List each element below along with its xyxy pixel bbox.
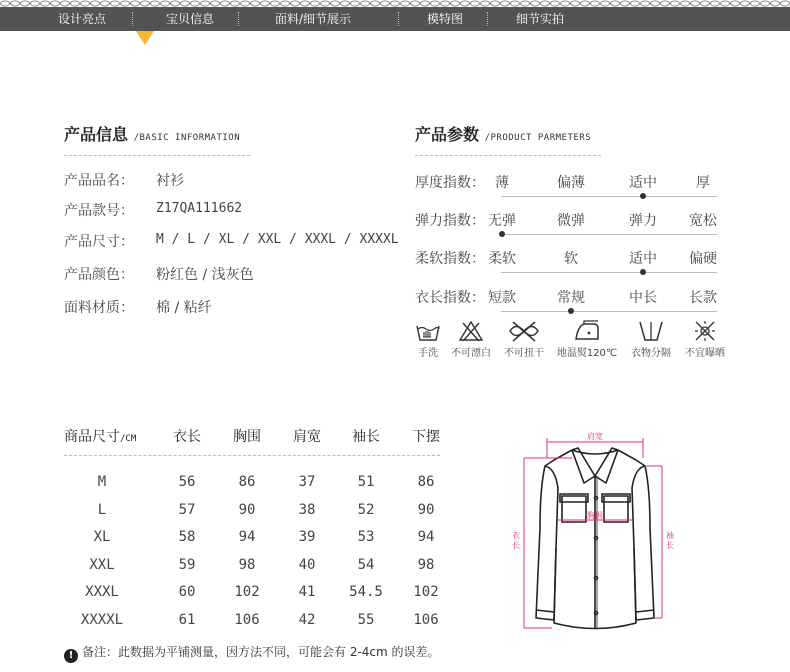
nav-tab-detail-shots[interactable]: 细节实拍 bbox=[515, 12, 564, 26]
divider bbox=[64, 455, 440, 456]
size-table-cell: 59 bbox=[178, 556, 196, 573]
note-text: 备注：此数据为平铺测量，因方法不同，可能会有 2-4cm 的误差。 bbox=[82, 645, 440, 659]
param-option: 偏薄 bbox=[557, 175, 585, 191]
param-option: 弹力 bbox=[629, 213, 657, 229]
care-label: 不可漂白 bbox=[451, 348, 491, 359]
sleeve-label: 袖长 bbox=[666, 531, 674, 550]
size-table-header-cell: 衣长 bbox=[173, 429, 201, 445]
nav-separator bbox=[238, 12, 239, 26]
no-bleach-icon bbox=[458, 320, 484, 342]
size-table-header-cell: 下摆 bbox=[412, 429, 440, 445]
size-table-header-cell: 袖长 bbox=[352, 429, 380, 445]
no-wring-icon bbox=[507, 320, 541, 342]
param-option: 微弹 bbox=[557, 213, 585, 229]
size-table-cell: 40 bbox=[298, 556, 316, 573]
product-params-title-text: 产品参数 bbox=[415, 125, 480, 144]
divider bbox=[64, 155, 250, 156]
care-label: 不可扭干 bbox=[504, 348, 544, 359]
size-table-size-cell: XL bbox=[93, 529, 111, 545]
product-params-subtitle: /PRODUCT PARMETERS bbox=[484, 133, 592, 143]
param-selected-dot bbox=[640, 269, 646, 275]
nav-separator bbox=[487, 12, 488, 26]
size-table-cell: 102 bbox=[413, 584, 439, 600]
info-value-colors: 粉红色 / 浅灰色 bbox=[156, 267, 254, 283]
care-label: 不宜曝晒 bbox=[685, 348, 725, 359]
size-table-size-cell: L bbox=[97, 501, 107, 518]
param-option: 宽松 bbox=[689, 213, 717, 229]
size-table-size-cell: XXL bbox=[89, 556, 115, 573]
size-table-cell: 55 bbox=[357, 611, 375, 628]
care-no-sun-dry bbox=[680, 320, 730, 359]
param-option: 长款 bbox=[689, 290, 717, 306]
info-value-sizes: M / L / XL / XXL / XXXL / XXXXL bbox=[156, 232, 399, 247]
low-iron-icon bbox=[572, 320, 602, 342]
param-scale bbox=[501, 234, 717, 235]
size-table-cell: 98 bbox=[238, 556, 256, 573]
product-info-title bbox=[64, 122, 240, 145]
size-table-cell: 106 bbox=[413, 611, 439, 628]
param-option: 厚 bbox=[696, 175, 710, 191]
info-value-material: 棉 / 粘纤 bbox=[156, 300, 212, 316]
alert-icon: ! bbox=[64, 649, 78, 663]
size-table-cell: 42 bbox=[298, 611, 316, 628]
care-label: 地温熨120℃ bbox=[556, 348, 618, 359]
care-wash-separately bbox=[626, 320, 676, 359]
nav-tab-fabric-details[interactable]: 面料/细节展示 bbox=[274, 12, 352, 26]
param-label: 柔软指数： bbox=[415, 251, 485, 267]
info-label-name: 产品品名： bbox=[64, 173, 134, 189]
care-low-iron bbox=[554, 320, 620, 359]
chain-border bbox=[0, 0, 790, 7]
info-label-material: 面料材质： bbox=[64, 300, 134, 316]
product-info-subtitle: /BASIC INFORMATION bbox=[133, 133, 241, 143]
param-option: 软 bbox=[564, 251, 578, 267]
shirt-size-diagram bbox=[500, 428, 690, 638]
size-table-cell: 52 bbox=[357, 501, 375, 518]
care-hand-wash bbox=[415, 320, 441, 359]
size-table-cell: 102 bbox=[234, 584, 260, 600]
param-selected-dot bbox=[640, 193, 646, 199]
size-table-cell: 94 bbox=[238, 529, 256, 545]
divider bbox=[415, 155, 601, 156]
size-table-title bbox=[64, 426, 136, 446]
param-selected-dot bbox=[499, 231, 505, 237]
param-scale bbox=[501, 272, 717, 273]
care-no-bleach bbox=[447, 320, 495, 359]
size-table-cell: 53 bbox=[357, 529, 375, 545]
param-option: 短款 bbox=[488, 290, 516, 306]
size-table-cell: 54.5 bbox=[349, 584, 383, 600]
length-label: 衣长 bbox=[512, 531, 520, 550]
care-label: 衣物分隔 bbox=[631, 348, 671, 359]
param-option: 常规 bbox=[557, 290, 585, 306]
size-table-cell: 54 bbox=[357, 556, 375, 573]
param-selected-dot bbox=[568, 308, 574, 314]
size-table-cell: 37 bbox=[298, 474, 316, 490]
size-table-cell: 90 bbox=[238, 501, 256, 518]
size-table-cell: 58 bbox=[178, 529, 196, 545]
nav-separator bbox=[398, 12, 399, 26]
param-option: 无弹 bbox=[488, 213, 516, 229]
care-no-wring bbox=[500, 320, 548, 359]
shoulder-label: 肩宽 bbox=[587, 432, 603, 441]
param-label: 厚度指数： bbox=[415, 175, 485, 191]
chest-label: 胸围 bbox=[587, 511, 603, 520]
nav-tab-product-info[interactable]: 宝贝信息 bbox=[165, 12, 214, 26]
param-option: 中长 bbox=[629, 290, 657, 306]
info-label-style-no: 产品款号： bbox=[64, 203, 134, 219]
size-table-cell: 94 bbox=[417, 529, 435, 545]
param-scale bbox=[501, 196, 717, 197]
size-table-cell: 90 bbox=[417, 501, 435, 518]
measurement-note bbox=[64, 643, 440, 663]
nav-bar bbox=[0, 7, 790, 31]
info-value-name: 衬衫 bbox=[156, 173, 184, 189]
active-tab-indicator bbox=[136, 31, 154, 45]
size-table-size-cell: XXXL bbox=[85, 584, 119, 600]
size-table-cell: 60 bbox=[178, 584, 196, 600]
care-label: 手洗 bbox=[418, 348, 438, 359]
size-table-cell: 106 bbox=[234, 611, 260, 628]
param-option: 偏硬 bbox=[689, 251, 717, 267]
size-table-cell: 61 bbox=[178, 611, 196, 628]
param-option: 柔软 bbox=[488, 251, 516, 267]
param-scale bbox=[501, 311, 717, 312]
info-label-sizes: 产品尺寸： bbox=[64, 234, 134, 250]
param-option: 适中 bbox=[629, 251, 657, 267]
info-value-style-no: Z17QA111662 bbox=[156, 201, 243, 216]
param-option: 适中 bbox=[629, 175, 657, 191]
no-sun-dry-icon bbox=[692, 320, 718, 342]
size-table-cell: 98 bbox=[417, 556, 435, 573]
size-table-cell: 86 bbox=[417, 474, 435, 490]
size-table-size-cell: M bbox=[97, 474, 107, 490]
size-table-header-cell: 肩宽 bbox=[293, 429, 321, 445]
param-option: 薄 bbox=[495, 175, 509, 191]
info-label-colors: 产品颜色： bbox=[64, 267, 134, 283]
size-table-cell: 41 bbox=[298, 584, 316, 600]
param-label: 弹力指数： bbox=[415, 213, 485, 229]
size-table-cell: 38 bbox=[298, 501, 316, 518]
product-params-title bbox=[415, 122, 591, 145]
nav-separator bbox=[132, 12, 133, 26]
product-info-title-text: 产品信息 bbox=[64, 125, 129, 144]
size-table-header-cell: 胸围 bbox=[233, 429, 261, 445]
size-table-cell: 86 bbox=[238, 474, 256, 490]
size-table-cell: 57 bbox=[178, 501, 196, 518]
shirt-outline bbox=[536, 448, 654, 629]
size-table-cell: 51 bbox=[357, 474, 375, 490]
nav-tab-model-photos[interactable]: 模特图 bbox=[426, 12, 463, 26]
size-table-cell: 56 bbox=[178, 474, 196, 490]
wash-separately-icon bbox=[636, 320, 666, 342]
size-table-cell: 39 bbox=[298, 529, 316, 545]
hand-wash-icon bbox=[415, 320, 441, 342]
param-label: 衣长指数： bbox=[415, 290, 485, 306]
size-table-unit: /CM bbox=[120, 434, 137, 444]
nav-tab-design-highlights[interactable]: 设计亮点 bbox=[57, 12, 106, 26]
size-table-title-text: 商品尺寸 bbox=[64, 429, 120, 445]
size-table-size-cell: XXXXL bbox=[80, 611, 124, 628]
